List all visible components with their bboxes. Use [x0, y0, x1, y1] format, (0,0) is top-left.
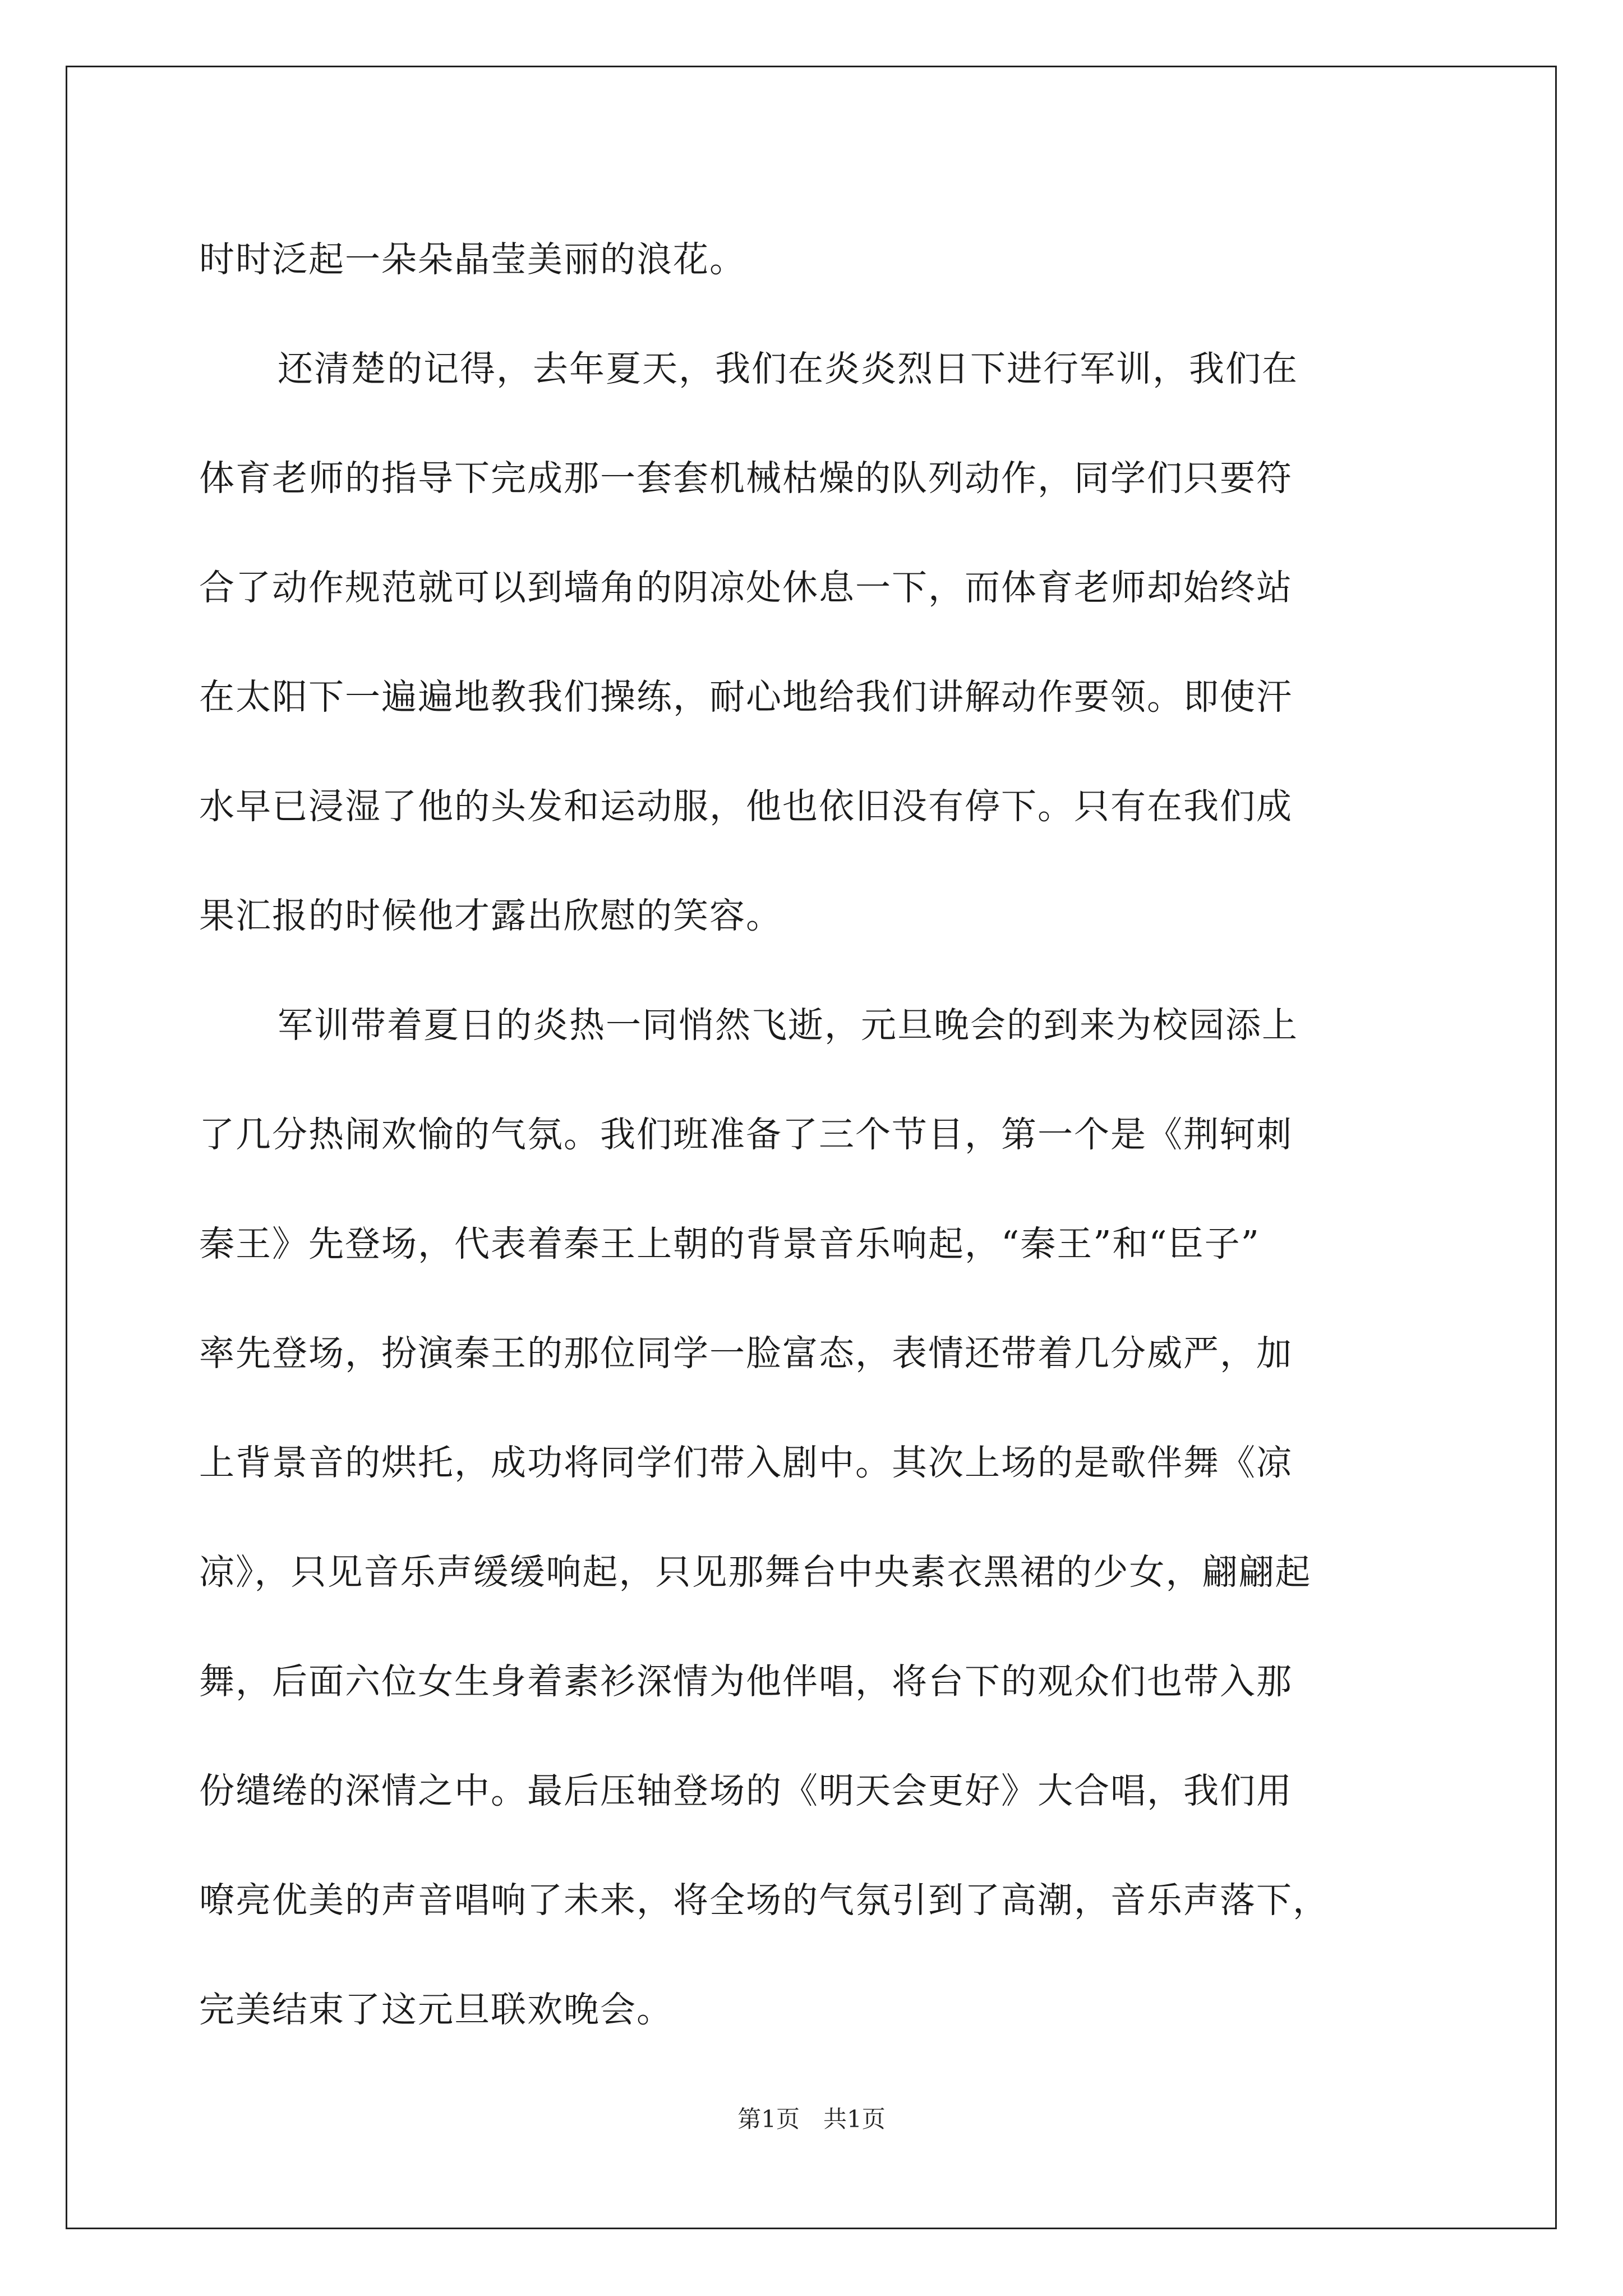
text-line: 上背景音的烘托，成功将同学们带入剧中。其次上场的是歌伴舞《凉 [199, 1442, 1293, 1483]
text-line: 了几分热闹欢愉的气氛。我们班准备了三个节目，第一个是《荆轲刺 [199, 1114, 1293, 1155]
text-line: 水早已浸湿了他的头发和运动服，他也依旧没有停下。只有在我们成 [199, 786, 1293, 827]
text-line: 时时泛起一朵朵晶莹美丽的浪花。 [199, 239, 746, 280]
text-line: 凉》，只见音乐声缓缓响起，只见那舞台中央素衣黑裙的少女，翩翩起 [199, 1552, 1312, 1593]
text-line: 嘹亮优美的声音唱响了未来，将全场的气氛引到了高潮，音乐声落下， [199, 1880, 1329, 1921]
text-line: 在太阳下一遍遍地教我们操练，耐心地给我们讲解动作要领。即使汗 [199, 677, 1293, 717]
text-line: 舞，后面六位女生身着素衫深情为他伴唱，将台下的观众们也带入那 [199, 1661, 1293, 1702]
text-line: 份缱绻的深情之中。最后压轴登场的《明天会更好》大合唱，我们用 [199, 1770, 1293, 1811]
text-line: 合了动作规范就可以到墙角的阴凉处休息一下，而体育老师却始终站 [199, 567, 1293, 608]
text-line: 完美结束了这元旦联欢晚会。 [199, 1989, 673, 2030]
text-line: 率先登场，扮演秦王的那位同学一脸富态，表情还带着几分威严，加 [199, 1333, 1293, 1374]
text-line: 体育老师的指导下完成那一套套机械枯燥的队列动作，同学们只要符 [199, 458, 1293, 499]
page-number-label: 第1页 共1页 [737, 2105, 886, 2133]
text-line: 果汇报的时候他才露出欣慰的笑容。 [199, 895, 782, 936]
text-line: 还清楚的记得，去年夏天，我们在炎炎烈日下进行军训，我们在 [278, 348, 1298, 389]
text-line: 秦王》先登场，代表着秦王上朝的背景音乐响起，“秦王”和“臣子” [199, 1223, 1260, 1264]
text-line: 军训带着夏日的炎热一同悄然飞逝，元旦晚会的到来为校园添上 [278, 1005, 1298, 1046]
document-body [199, 205, 1450, 2064]
page-footer [0, 2101, 1623, 2134]
